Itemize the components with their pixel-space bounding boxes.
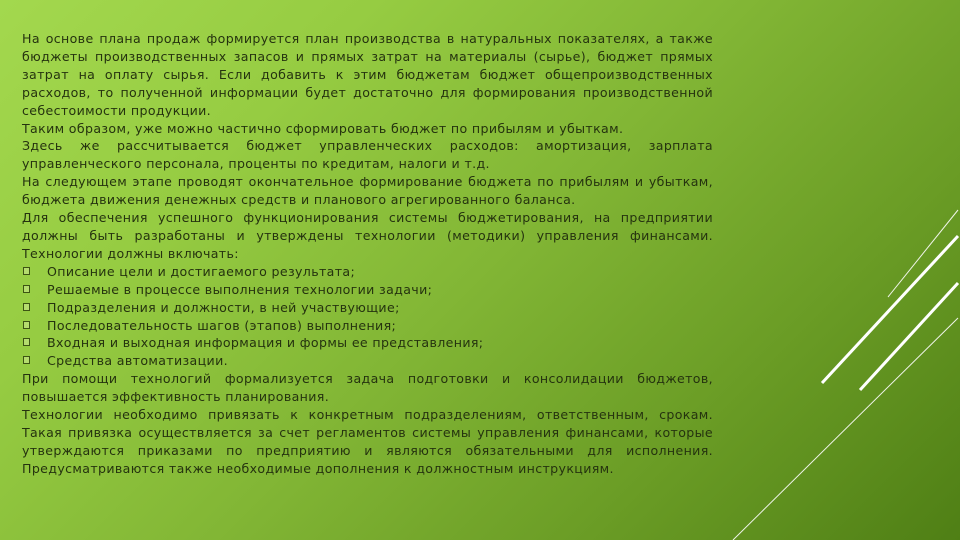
slide-body-text (22, 30, 713, 478)
list-item-text: Входная и выходная информация и формы ее представления; (47, 335, 484, 351)
list-item-text: Подразделения и должности, в ней участвующие; (47, 299, 400, 315)
list-item (22, 334, 713, 352)
list-item (22, 263, 713, 281)
square-bullet-icon (23, 338, 30, 346)
square-bullet-icon (23, 356, 30, 364)
thick-line-2 (860, 283, 958, 390)
thin-line-1 (888, 210, 958, 297)
list-item-text: Решаемые в процессе выполнения технологии задачи; (47, 281, 433, 297)
list-item-text: Средства автоматизации. (47, 353, 228, 369)
technology-requirements-list (22, 263, 713, 370)
square-bullet-icon (23, 303, 30, 311)
paragraph-admin-expenses: Здесь же рассчитывается бюджет управленческих расходов: амортизация, зарплата управленческого персонала, проценты по кредитам, налоги и т.д. (22, 138, 713, 172)
paragraph-production-plan: На основе плана продаж формируется план производства в натуральных показателях, а также бюджеты производственных запасов и прямых затрат на материалы (сырье), бюджет прямых затрат на оплату сырья. Если добавить к этим бюджетам бюджет общепроизводственных расходов, то полученной информации будет достаточно для формирования производственной себестоимости продукции. (22, 31, 713, 118)
list-item-text: Последовательность шагов (этапов) выполнения; (47, 317, 397, 333)
square-bullet-icon (23, 267, 30, 275)
paragraph-final-budgets: На следующем этапе проводят окончательное формирование бюджета по прибылям и убыткам, бюджета движения денежных средств и планового агрегированного баланса. (22, 174, 713, 208)
paragraph-technologies-intro: Для обеспечения успешного функционирования системы бюджетирования, на предприятии должны быть разработаны и утверждены технологии (методики) управления финансами. Технологии должны включать: (22, 210, 713, 261)
paragraph-formalization: При помощи технологий формализуется задача подготовки и консолидации бюджетов, повышается эффективность планирования. (22, 371, 713, 405)
square-bullet-icon (23, 321, 30, 329)
list-item (22, 281, 713, 299)
list-item (22, 317, 713, 335)
square-bullet-icon (23, 285, 30, 293)
paragraph-regulations: Технологии необходимо привязать к конкретным подразделениям, ответственным, срокам. Такая привязка осуществляется за счет регламентов системы управления финансами, которые утверждаются приказами по предприятию и являются обязательными для исполнения. Предусматриваются также необходимые дополнения к должностным инструкциям. (22, 407, 713, 476)
thin-line-2 (733, 318, 958, 540)
list-item (22, 352, 713, 370)
list-item (22, 299, 713, 317)
list-item-text: Описание цели и достигаемого результата; (47, 263, 356, 279)
thick-line-1 (822, 236, 958, 383)
paragraph-profit-loss-partial: Таким образом, уже можно частично сформировать бюджет по прибылям и убыткам. (22, 120, 624, 136)
